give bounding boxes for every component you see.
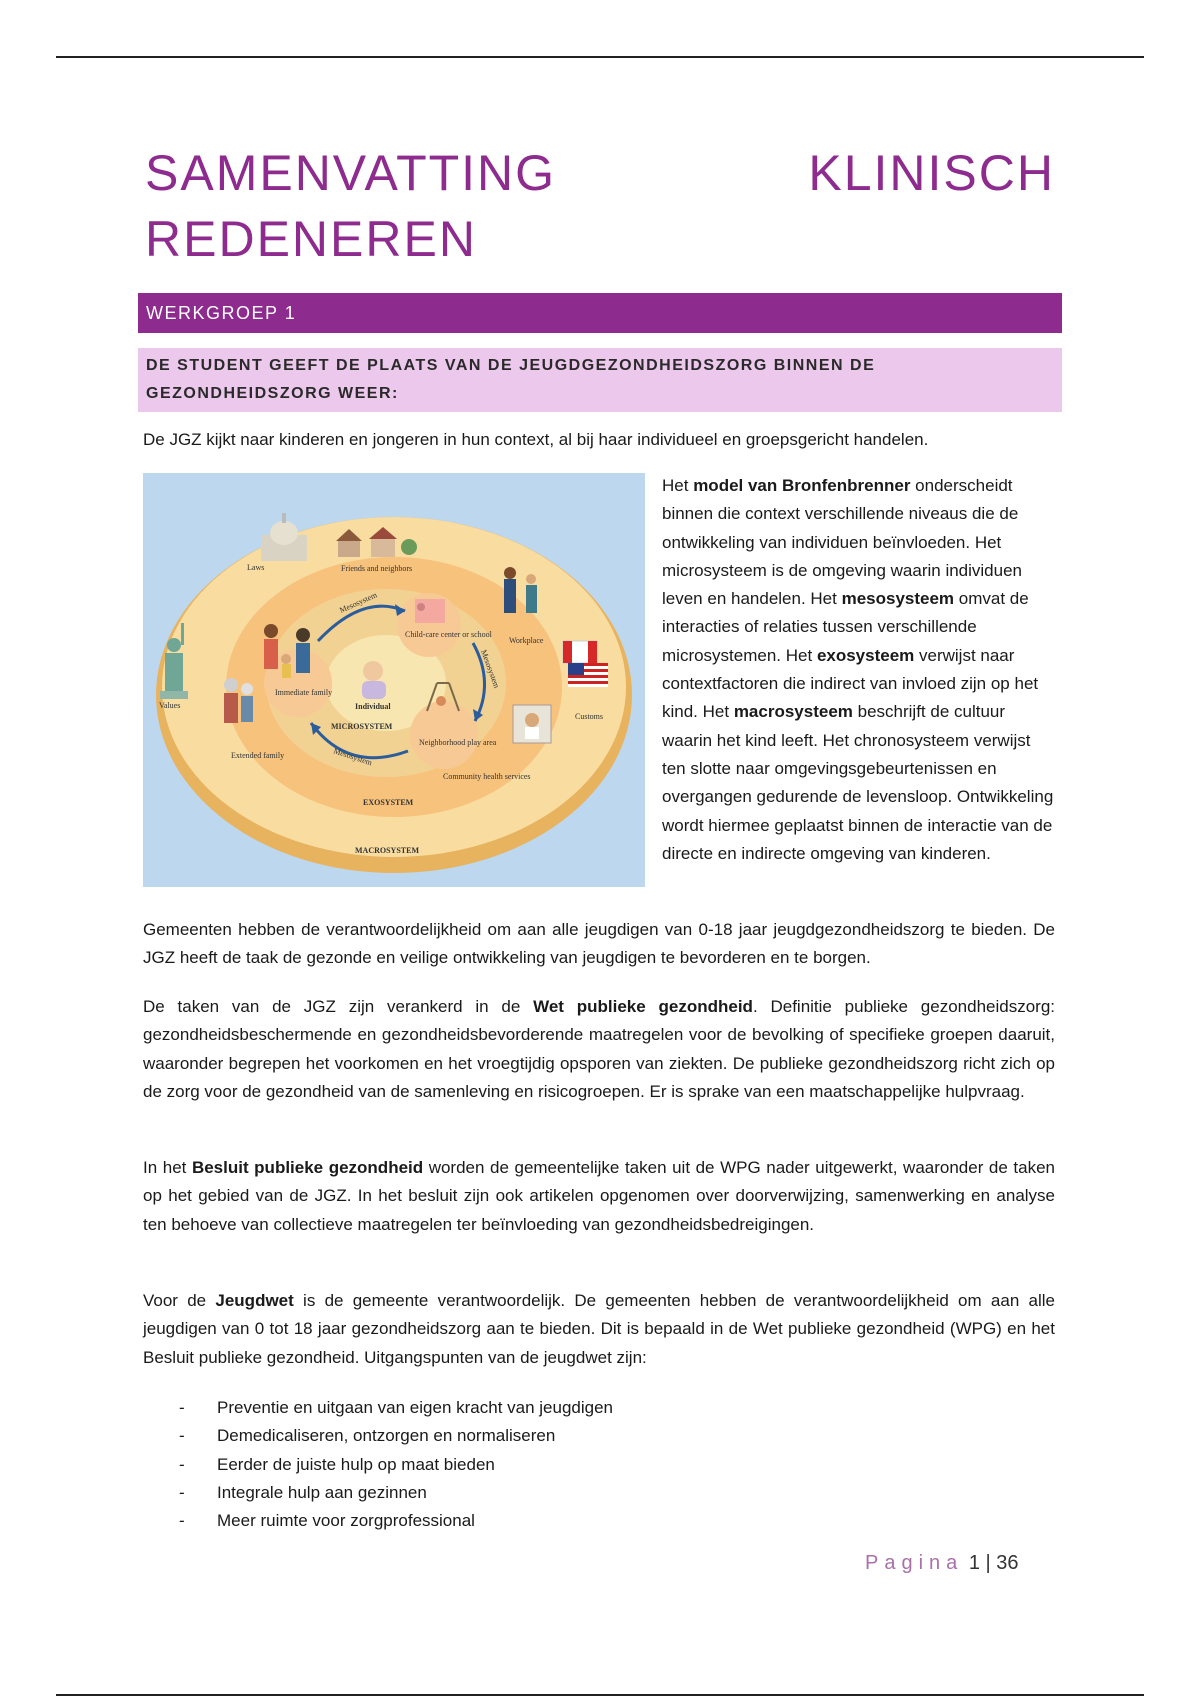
label-microsystem: MICROSYSTEM bbox=[331, 722, 393, 731]
bronfenbrenner-text: Het model van Bronfenbrenner onderscheidt binnen die context verschillende niveaus die de ontwikkeling van individuen beïnvloeden. Het microsysteem is de omgeving waarin individuen leven en handelen. Het mesosysteem omvat de interacties of relaties tussen verschillende microsystemen. Het exosysteem verwijst naar contextfactoren die indirect van invloed zijn op het kind. Het macrosysteem beschrijft de cultuur waarin het kind leeft. Het chronosysteem verwijst ten slotte naar omgevingsgebeurtenissen en overgangen gedurende de levensloop. Ontwikkeling wordt hiermee geplaatst binnen de interactie van de directe en indirecte omgeving van kinderen. bbox=[662, 476, 1054, 863]
list-item: - Meer ruimte voor zorgprofessional bbox=[179, 1511, 475, 1531]
label-friends: Friends and neighbors bbox=[341, 564, 413, 573]
bronfenbrenner-diagram bbox=[143, 473, 645, 887]
document-title bbox=[145, 140, 1055, 272]
label-extended-family: Extended family bbox=[231, 751, 285, 760]
uitgangspunten-list bbox=[175, 1394, 613, 1535]
label-customs: Customs bbox=[575, 712, 604, 721]
label-macrosystem: MACROSYSTEM bbox=[355, 846, 420, 855]
label-laws: Laws bbox=[247, 563, 265, 572]
term-exosysteem: exosysteem bbox=[816, 645, 915, 665]
title-part-1: SAMENVATTING bbox=[145, 145, 557, 201]
term-mesosysteem: mesosysteem bbox=[841, 589, 955, 609]
term-jeugdwet: Jeugdwet bbox=[215, 1291, 294, 1310]
page-number: Pagina 1 | 36 bbox=[865, 1552, 1019, 1574]
paragraph-gemeenten: Gemeenten hebben de verantwoordelijkheid om aan alle jeugdigen van 0-18 jaar jeugdgezondheidszorg te bieden. De JGZ heeft de taak de gezonde en veilige ontwikkeling van jeugdigen te bevorderen en te borgen. bbox=[143, 920, 1055, 968]
school-icon bbox=[415, 599, 445, 623]
term-macrosysteem: macrosysteem bbox=[733, 702, 853, 722]
paragraph-wet: De taken van de JGZ zijn verankerd in de Wet publieke gezondheid. Definitie publieke gezondheidszorg: gezondheidsbeschermende en gezondheidsbevorderende maatregelen voor de bevolking of specifieke groepen daaruit, waaronder begrepen het voorkomen en het vroegtijdig opsporen van ziekten. De publieke gezondheidszorg richt zich op de zorg voor de gezondheid van de samenleving en risicogroepen. Er is sprake van een maatschappelijke hulpvraag. bbox=[143, 997, 1056, 1101]
label-workplace: Workplace bbox=[509, 636, 544, 645]
title-part-2: KLINISCH bbox=[808, 145, 1055, 201]
term-model: model van Bronfenbrenner bbox=[693, 476, 911, 495]
label-immediate-family: Immediate family bbox=[275, 688, 333, 697]
intro-paragraph: De JGZ kijkt naar kinderen en jongeren in hun context, al bij haar individueel en groepsgericht handelen. bbox=[143, 430, 929, 449]
label-mesosystem-top: Mesosystem bbox=[338, 590, 379, 615]
title-part-3: REDENEREN bbox=[145, 211, 477, 267]
health-service-icon bbox=[513, 705, 551, 743]
heading-werkgroep: WERKGROEP 1 bbox=[138, 293, 1062, 333]
label-childcare: Child-care center or school bbox=[405, 630, 492, 639]
label-values: Values bbox=[159, 701, 181, 710]
label-mesosystem-side: Mesosystem bbox=[479, 648, 502, 690]
list-item: - Integrale hulp aan gezinnen bbox=[179, 1482, 427, 1502]
header-rule bbox=[56, 56, 1144, 58]
label-exosystem: EXOSYSTEM bbox=[363, 798, 414, 807]
list-item: - Demedicaliseren, ontzorgen en normaliseren bbox=[179, 1426, 556, 1446]
term-besluit: Besluit publieke gezondheid bbox=[191, 1158, 424, 1177]
term-wpg: Wet publieke gezondheid bbox=[533, 997, 753, 1016]
subheading-objective: DE STUDENT GEEFT DE PLAATS VAN DE JEUGDGEZONDHEIDSZORG BINNEN DE GEZONDHEIDSZORG WEER: bbox=[138, 348, 1062, 412]
paragraph-besluit: In het Besluit publieke gezondheid worden de gemeentelijke taken uit de WPG nader uitgewerkt, waaronder de taken op het gebied van de JGZ. In het besluit zijn ook artikelen opgenomen over doorverwijzing, samenwerking en analyse ten behoeve van collectieve maatregelen ter beïnvloeding van gezondheidsbedreigingen. bbox=[143, 1158, 1055, 1234]
bronfenbrenner-svg bbox=[143, 473, 645, 887]
footer-rule bbox=[56, 1694, 1144, 1696]
list-item: - Preventie en uitgaan van eigen kracht van jeugdigen bbox=[179, 1398, 614, 1417]
list-item: - Eerder de juiste hulp op maat bieden bbox=[179, 1454, 495, 1474]
label-mesosystem-bottom: Mesosystem bbox=[332, 746, 374, 768]
label-neighborhood: Neighborhood play area bbox=[419, 738, 497, 747]
label-individual: Individual bbox=[355, 702, 391, 711]
label-community-health: Community health services bbox=[443, 772, 531, 781]
paragraph-jeugdwet: Voor de Jeugdwet is de gemeente verantwoordelijk. De gemeenten hebben de verantwoordelijkheid om aan alle jeugdigen van 0 tot 18 jaar gezondheidszorg aan te bieden. Dit is bepaald in de Wet publieke gezondheid (WPG) en het Besluit publieke gezondheid. Uitgangspunten van de jeugdwet zijn: bbox=[143, 1291, 1056, 1367]
